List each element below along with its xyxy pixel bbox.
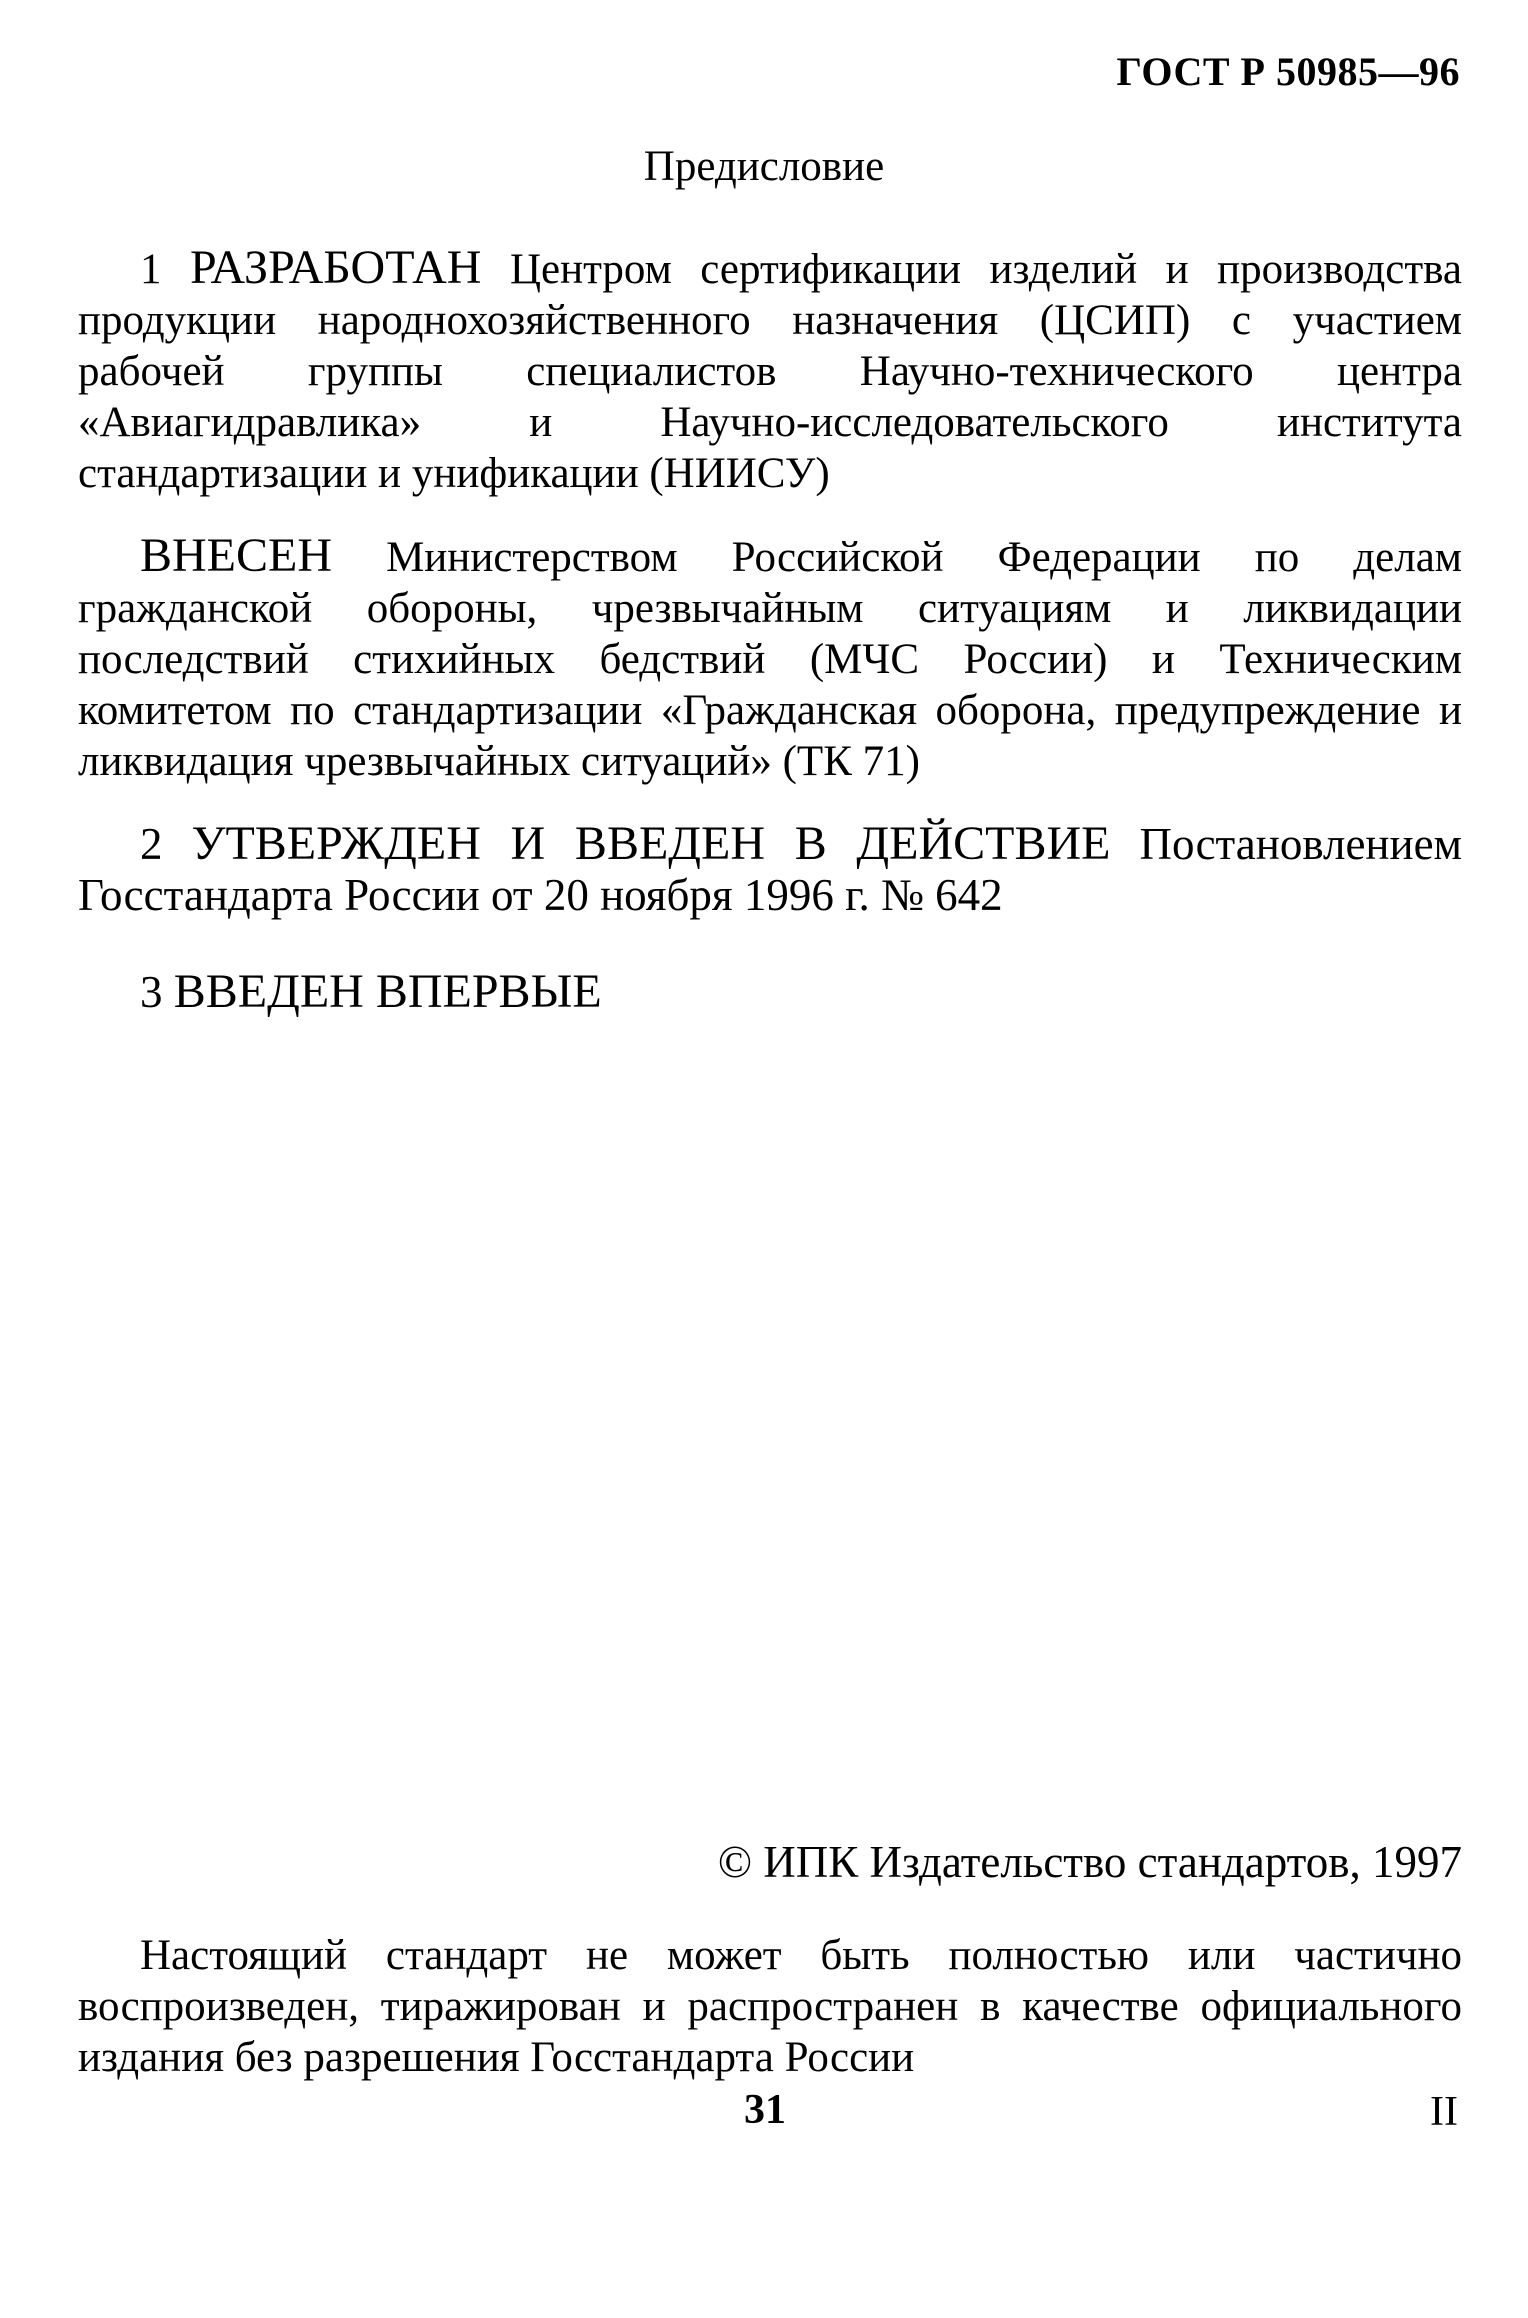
page-title: Предисловие xyxy=(643,143,885,190)
section-3-heading: ВВЕДЕН ВПЕРВЫЕ xyxy=(173,965,602,1018)
section-2-heading: УТВЕРЖДЕН И ВВЕДЕН В ДЕЙСТВИЕ xyxy=(191,817,1111,870)
section-1-heading: РАЗРАБОТАН xyxy=(190,241,482,294)
section-1b-heading: ВНЕСЕН xyxy=(140,529,332,582)
section-3-number: 3 xyxy=(140,967,163,1017)
rights-notice-text: Настоящий стандарт не может быть полностью или частично воспроизведен, тиражирован и распространен в качестве официального издания без разрешения Госстандарта России xyxy=(78,1932,1462,2081)
section-1-text: Центром сертификации изделий и производства продукции народнохозяйственного назначения (ЦСИП) с участием рабочей группы специалистов Научно-технического центра «Авиагидравлика» и Научно-исследовательского института стандартизации и унификации (НИИСУ) xyxy=(78,246,1463,497)
roman-page-number: II xyxy=(1430,2089,1458,2135)
section-introduced-by xyxy=(78,530,1462,787)
rights-notice xyxy=(78,1930,1462,2083)
page-number: 31 xyxy=(744,2087,786,2133)
section-1b-text: Министерством Российской Федерации по делам гражданской обороны, чрезвычайным ситуациям и ликвидации последствий стихийных бедствий (МЧС России) и Техническим комитетом по стандартизации «Гражданская оборона, предупреждение и ликвидация чрезвычайных ситуаций» (ТК 71) xyxy=(78,534,1463,785)
section-first-introduced xyxy=(78,966,1462,1018)
copyright-line: © ИПК Издательство стандартов, 1997 xyxy=(717,1837,1462,1887)
section-2-number: 2 xyxy=(140,819,163,869)
section-developed xyxy=(78,242,1462,499)
standard-number: ГОСТ Р 50985—96 xyxy=(1116,49,1460,94)
section-2-text: Постановлением Госстандарта России от 20 ноября 1996 г. № 642 xyxy=(78,819,1463,920)
section-1-number: 1 xyxy=(140,246,162,293)
section-approved xyxy=(78,818,1462,921)
